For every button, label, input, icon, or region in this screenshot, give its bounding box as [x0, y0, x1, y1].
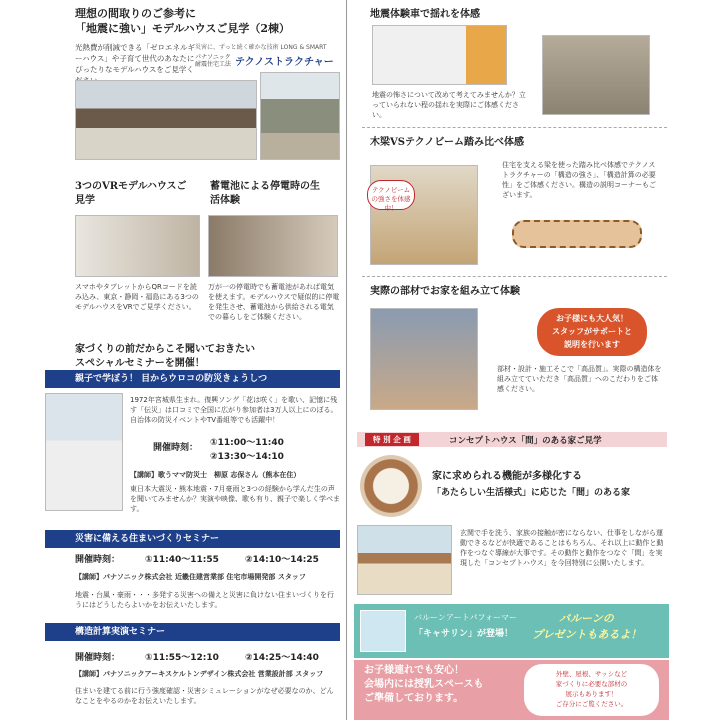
quake-title: 地震体験車で揺れを体感 [370, 9, 480, 20]
seminar3-note: 住まいを建てる前に行う強度確認・災害シミュレーションがなぜ必要なのか、どんなことをやるのかをお伝えいたします。 [75, 687, 334, 705]
vr-desc: スマホやタブレットからQRコードを読み込み、東京・静岡・福島にある3つのモデルハウスをVRでご見学ください。 [75, 283, 199, 311]
brand-logo: テクノストラクチャー [235, 57, 334, 68]
battery-desc: 万が一の停電時でも蓄電池があれば電気を使えます。モデルハウスで疑似的に停電を発生させ、蓄電池から供給される電気での暮らしをご体験ください。 [208, 283, 340, 321]
seminar1-desc: 1972年宮城県生まれ。復興ソング「花は咲く」を歌い、記憶に残す「伝災」は口コミで全国に広がり参加者は3万人以上にのぼる。自治体の防災イベントやTV番組等でも活躍中！ [130, 396, 338, 424]
balloon-big1: バルーンの [559, 612, 614, 625]
model-house-photo-1 [75, 80, 257, 160]
right-divider-2 [362, 276, 667, 277]
seminar2-time-label: 開催時刻： [75, 555, 121, 565]
balloon-panel [354, 604, 669, 658]
parts-title: 実際の部材でお家を組み立て体験 [370, 286, 520, 297]
concept-house-diagram [360, 455, 422, 517]
seminar2-note: 地震・台風・豪雨・・・多発する災害への備えと災害に負けない住まいづくりを行うにはどうしたらよいかをお伝えいたします。 [75, 591, 334, 609]
seminar-intro-1: 家づくりの前だからこそ聞いておきたい [75, 344, 255, 355]
kids-panel [354, 660, 669, 720]
kids-side-1: 外壁、屋根、サッシなど [555, 670, 628, 678]
parts-photo [370, 308, 478, 410]
right-column [352, 0, 670, 720]
seminar2-speaker: 【講師】パナソニック株式会社 近畿住建営業部 住宅市場開発部 スタッフ [75, 573, 306, 581]
parts-badge-line2: スタッフがサポートと [552, 327, 632, 336]
vr-photo [75, 215, 200, 277]
seminar1-speaker: 【講師】歌うママ防災士 柳原 志保さん（熊本在住） [130, 471, 301, 479]
balloon-line1: バルーンアートパフォーマー [414, 613, 518, 622]
quake-desc: 地震の怖さについて改めて考えてみませんか？立っていられない程の揺れを実際にご体感ください。 [372, 91, 526, 119]
kids-line1: お子様連れでも安心！ [364, 665, 464, 676]
beam-illustration [512, 220, 642, 248]
special-headline-2: 「あたらしい生活様式」に応じた「間」のある家 [432, 488, 631, 498]
quake-truck-illustration [372, 25, 507, 85]
left-column [45, 0, 340, 720]
seminar-intro-2: スペシャルセミナーを開催！ [75, 358, 205, 369]
special-desc: 玄関で手を洗う、家族の接触が密にならない、仕事をしながら運動できるなどが快適であることはもちろん、それ以上に動作と動作をつなぐ導線が大事です。その動作と動作をつなぐ「間」を実現した「コンセプトハウス」を今回特別に公開いたします。 [460, 529, 664, 567]
beam-title: 木梁VSテクノビーム踏み比べ体感 [370, 137, 524, 148]
quake-photo [542, 35, 650, 115]
parts-desc: 部材・設計・施工そこで「高品質」。実際の構造体を組み立てていただき「高品質」へのこだわりをご体感ください。 [497, 365, 662, 393]
kids-side-3: 展示もあります！ [565, 690, 618, 698]
kids-line3: ご準備しております。 [364, 693, 464, 704]
seminar1-time-label: 開催時刻： [153, 443, 199, 453]
beam-desc: 住宅を支える梁を使った踏み比べ体感でテクノストラクチャーの「構造の強さ」、「構造計算の必要性」をご体感ください。構造の説明コーナーもございます。 [502, 161, 656, 199]
special-headline-1: 家に求められる機能が多様化する [432, 471, 582, 482]
brand-small: パナソニック耐震住宅工法 [195, 54, 232, 68]
balloon-line2: 「キャサリン」が登場！ [414, 629, 514, 639]
kids-line2: 会場内には授乳スペースも [364, 679, 484, 690]
concept-house-photo [357, 525, 452, 595]
kids-side-4: ご存分にご覧ください。 [555, 700, 628, 708]
parts-badge [537, 308, 647, 356]
seminar1-time2: ②13:30～14:10 [210, 452, 284, 462]
seminar2-time2: ②14:10～14:25 [245, 555, 319, 565]
parts-badge-line3: 説明を行います [564, 340, 620, 349]
brand-tagline: 災害に、ずっと続く確かな技術 LONG & SMART [195, 44, 327, 51]
special-bar [357, 432, 667, 447]
seminar3-time2: ②14:25～14:40 [245, 653, 319, 663]
battery-photo [208, 215, 338, 277]
right-divider-1 [362, 127, 667, 128]
kids-side-bubble [524, 664, 659, 716]
kids-side-2: 家づくりに必要な部材の [555, 680, 628, 688]
seminar2-time1: ①11:40～11:55 [145, 555, 219, 565]
column-divider [346, 0, 347, 720]
seminar1-note: 東日本大震災・熊本地震・7月豪雨と3つの経験から学んだ生の声を聞いてみませんか？実演や映像、歌も有り、親子で楽しく学べます。 [130, 485, 340, 513]
model-house-title-1: 理想の間取りのご参考に [75, 7, 196, 20]
seminar3-time1: ①11:55～12:10 [145, 653, 219, 663]
seminar3-time-label: 開催時刻： [75, 653, 121, 663]
seminar2-bar: 災害に備える住まいづくりセミナー [45, 530, 340, 548]
seminar1-time1: ①11:00～11:40 [210, 438, 284, 448]
vr-title: 3つのVRモデルハウスご見学 [75, 181, 187, 206]
speaker-photo [45, 393, 123, 511]
beam-bubble: テクノビームの強さを体感中！ [367, 180, 415, 210]
battery-title: 蓄電池による停電時の生活体験 [210, 181, 320, 206]
model-house-photo-2 [260, 72, 340, 160]
special-title: コンセプトハウス「間」のある家ご見学 [449, 436, 602, 446]
special-label: 特 別 企 画 [365, 433, 419, 446]
seminar3-bar: 構造計算実演セミナー [45, 623, 340, 641]
seminar1-bar: 親子で学ぼう！ 目からウロコの防災きょうしつ [45, 370, 340, 388]
model-house-title-2: 「地震に強い」モデルハウスご見学（2棟） [75, 22, 291, 35]
seminar3-speaker: 【講師】パナソニックアーキスケルトンデザイン株式会社 営業設計部 スタッフ [75, 670, 324, 678]
balloon-performer-photo [360, 610, 406, 652]
parts-badge-line1: お子様にも大人気！ [556, 314, 628, 323]
balloon-big2: プレゼントもあるよ！ [532, 628, 642, 641]
model-house-desc: 光熱費が削減できる「ゼロエネルギーハウス」や子育て世代のあなたにぴったりなモデルハウスをご見学く [75, 43, 195, 74]
